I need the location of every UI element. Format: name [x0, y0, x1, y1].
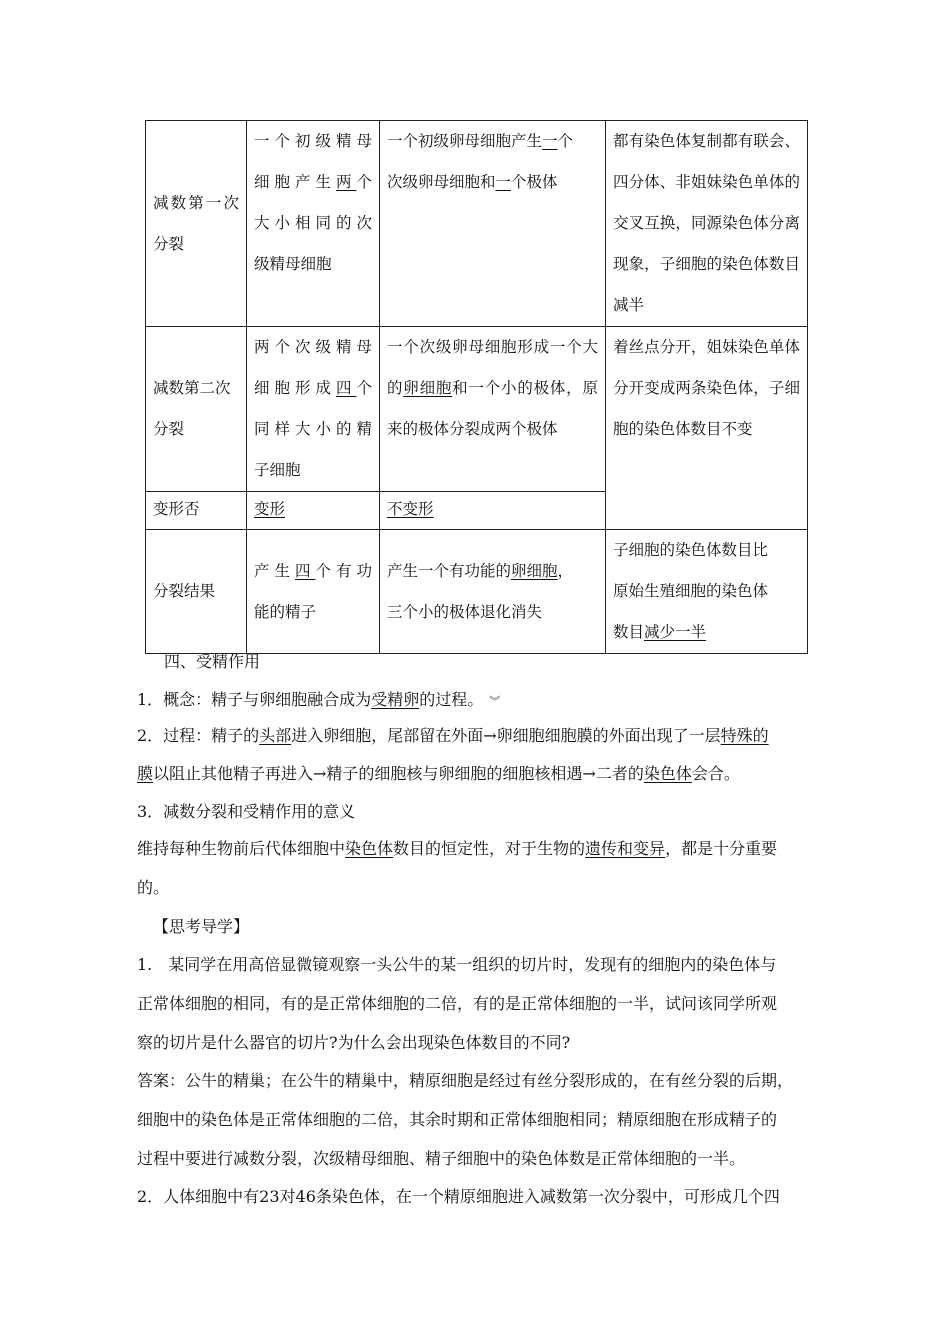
table-row: [146, 121, 808, 327]
same-cell: 着丝点分开，姐妹染色单体分开变成两条染色体，子细胞的染色体数目不变: [606, 327, 808, 530]
comparison-table: [145, 120, 808, 654]
sperm-cell: 一个初级精母 细胞产生两个 大小相同的次 级精母细胞: [247, 121, 380, 327]
same-cell: 子细胞的染色体数目比 原始生殖细胞的染色体 数目减少一半: [606, 530, 808, 654]
paragraph-significance-cont: 的。: [137, 878, 170, 897]
double-chevron-icon: ︾: [489, 695, 501, 708]
paragraph-process: 2．过程：精子的头部进入卵细胞，尾部留在外面→卵细胞细胞膜的外面出现了一层特殊的: [137, 726, 769, 745]
question-1-line: 察的切片是什么器官的切片?为什么会出现染色体数目的不同?: [137, 1033, 571, 1052]
question-2-line: 2．人体细胞中有23对46条染色体，在一个精原细胞进入减数第一次分裂中，可形成几个四: [137, 1187, 780, 1206]
egg-cell: 不变形: [380, 492, 606, 530]
row-label: 减数第一次分裂: [146, 121, 247, 327]
sperm-cell: 产生四个有功 能的精子: [247, 530, 380, 654]
paragraph-significance: 维持每种生物前后代体细胞中染色体数目的恒定性，对于生物的遗传和变异，都是十分重要: [137, 839, 778, 858]
guide-heading: 【思考导学】: [153, 917, 250, 936]
sperm-cell: 变形: [247, 492, 380, 530]
same-cell: 都有染色体复制都有联会、四分体、非姐妹染色单体的交叉互换，同源染色体分离现象，子细胞的染色体数目减半: [606, 121, 808, 327]
answer-1-line: 过程中要进行减数分裂，次级精母细胞、精子细胞中的染色体数是正常体细胞的一半。: [137, 1149, 746, 1168]
question-1-line: 1. 某同学在用高倍显微镜观察一头公牛的某一组织的切片时，发现有的细胞内的染色体与: [137, 955, 777, 974]
paragraph-process-cont: 膜以阻止其他精子再进入→精子的细胞核与卵细胞的细胞核相遇→二者的染色体会合。: [137, 764, 740, 783]
question-1-line: 正常体细胞的相同，有的是正常体细胞的二倍，有的是正常体细胞的一半，试问该同学所观: [137, 994, 778, 1013]
row-label: 减数第二次分裂: [146, 327, 247, 492]
row-label: 分裂结果: [146, 530, 247, 654]
row-label: 变形否: [146, 492, 247, 530]
answer-1-line: 答案：公牛的精巢；在公牛的精巢中，精原细胞是经过有丝分裂形成的，在有丝分裂的后期，: [137, 1071, 794, 1090]
sperm-cell: 两个次级精母 细胞形成四个 同样大小的精 子细胞: [247, 327, 380, 492]
table-row: [146, 327, 808, 492]
paragraph-concept: 1．概念：精子与卵细胞融合成为受精卵的过程。 ︾: [137, 690, 500, 712]
egg-cell: 一个初级卵母细胞产生一个 次级卵母细胞和一个极体: [380, 121, 606, 327]
egg-cell: 一个次级卵母细胞形成一个大的卵细胞和一个小的极体，原来的极体分裂成两个极体: [380, 327, 606, 492]
section-heading: 四、受精作用: [164, 652, 261, 671]
paragraph-significance-title: 3．减数分裂和受精作用的意义: [137, 802, 356, 821]
table-row: [146, 530, 808, 654]
egg-cell: 产生一个有功能的卵细胞， 三个小的极体退化消失: [380, 530, 606, 654]
answer-1-line: 细胞中的染色体是正常体细胞的二倍，其余时期和正常体细胞相同；精原细胞在形成精子的: [137, 1110, 778, 1129]
